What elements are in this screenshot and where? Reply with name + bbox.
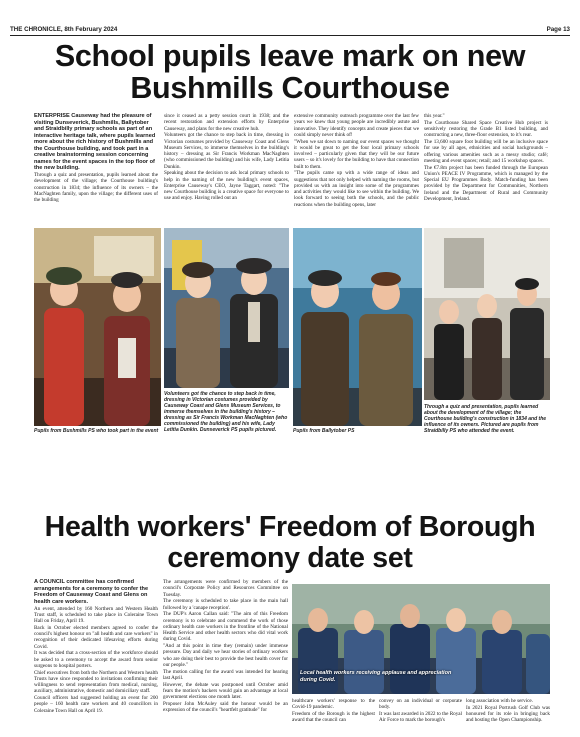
photo-dunseverick-volunteers — [164, 228, 289, 388]
article-2-para: Chief executives from both the Northern and Western health Trusts have since responded to invitations confirming their willingness to send representation from medical, nursing, auxiliary, administrative, domestic and domiciliary staff. — [34, 669, 158, 695]
article-2-para: The ceremony is scheduled to take place in the main hall followed by a 'canape reception'. — [163, 598, 288, 611]
article-2-para: It was last awarded in 2022 to the Royal Air Force to mark the borough's — [379, 711, 462, 724]
article-2-column-5 — [466, 698, 550, 737]
photo-health-workers — [292, 584, 550, 694]
article-1-para: The €7.8m project has been funded through the European Union's PEACE IV Programme, which is managed by the Special EU Programmes Body. Match-funding has been provided by the Department for Communities, Northern Ireland and the Department of Rural and Community Development, Ireland. — [424, 164, 548, 202]
caption-ballytober: Pupils from Ballytober PS — [293, 428, 355, 434]
caption-bushmills: Pupils from Bushmills PS who took part in the event — [34, 428, 159, 434]
article-1-para: this year." — [424, 113, 445, 119]
article-2-para: long association with he service. — [466, 698, 533, 704]
article-2-column-1 — [34, 579, 158, 737]
article-2-para: "And at this point in time they (remain) under immense pressure. Day and daily we hear stories of ordinary workers who are doing their best to provide the best health cover for our people." — [163, 643, 288, 668]
article-2-para: healthcare workers' response to the Covid-19 pandemic. — [292, 698, 375, 711]
article-2-para: Proposer John McAuley said the honour would be an expression of the council's "heartfelt gratitude" for — [163, 700, 288, 713]
article-1-column-4 — [424, 113, 548, 227]
caption-volunteers: Volunteers got the chance to step back in time, dressing in Victorian costumes provided by Causeway Coast and Glens Museum Services, to immerse themselves in the building's history – dressing as Sir Francis Workman MacNaghten (who commissioned the building) and his wife, Lady Letitia Dunkin. Dunseverick PS pupils pictured. — [164, 391, 288, 433]
article-2-column-2 — [163, 579, 288, 737]
article-1-lead: ENTERPRISE Causeway had the pleasure of visiting Dunseverick, Bushmills, Ballytober and Straidbilly primary schools as part of an interactive heritage talk, where pupils learned more about the rich history of Bushmills and the Courthouse building, and took part in a creative brainstorming session concerning names for the event spaces in the top floor of the new building. — [34, 113, 156, 171]
article-2-column-4 — [379, 698, 462, 737]
article-2-lead: A COUNCIL committee has confirmed arrangements for a ceremony to confer the Freedom of Causeway Coast and Glens on health care workers. — [34, 579, 149, 605]
article-1-column-1 — [34, 113, 158, 227]
article-1-para: since it ceased as a petty session court in 1938; and the recent restoration and extension efforts by Enterprise Causeway, and plans for the new creative hub. — [164, 113, 289, 132]
article-1-para: The Courthouse Shared Space Creative Hub project is sensitively restoring the Grade B1 listed building, and constructing a new, three-floor extension, to it's rear. — [424, 119, 548, 139]
article-1-para: Volunteers got the chance to step back in time, dressing in Victorian costumes provided by Causeway Coast and Glens Museum Services, to immerse themselves in the building's history – dressing as Sir Francis Workman MacNaghten (who commissioned the building) and his wife, Lady Letitia Dunkin. — [164, 132, 289, 170]
article-2-para: Freedom of the Borough is the highest award that the council can — [292, 711, 375, 724]
article-1-column-2 — [164, 113, 289, 227]
article-2-headline: Health workers' Freedom of Borough ceremony date set — [44, 511, 536, 574]
photo-ballytober-pupils — [293, 228, 422, 426]
article-2-para: In 2021 Royal Portrush Golf Club was honoured for its role in bringing back and hosting the Open Championship. — [466, 704, 550, 724]
caption-health-workers: Local health workers receiving applause and appreciation during Covid. — [300, 670, 452, 683]
page-number: Page 13 — [546, 26, 570, 33]
article-1-column-3 — [294, 113, 419, 227]
article-2-para: It was decided that a cross-section of the workforce should be asked to a ceremony to accept the award from senior surgeons to hospital porters. — [34, 650, 158, 669]
article-2-para: The arrangements were confirmed by members of the council's Corporate Policy and Resources Committee on Tuesday. — [163, 579, 288, 598]
article-2-para: The motion calling for the award was intended for hearing last April. — [163, 668, 288, 681]
article-2-para: However, the debate was postponed until October amid fears the motion's backers would gain an advantage at local government elections one month later. — [163, 681, 288, 700]
photo-straidbilly-pupils — [424, 228, 550, 400]
article-1-para: Speaking about the decision to ask local primary schools to help in the naming of the new building's event spaces, Enterprise Causeway's CEO, Jayne Taggart, noted: "The new Courthouse building is a creative space for everyone to use and enjoy. Having rolled out an — [164, 170, 289, 202]
article-2-column-3 — [292, 698, 375, 737]
page-header — [10, 26, 570, 36]
article-1-para: "The pupils came up with a wide range of ideas and suggestions that not only helped with naming the rooms, but provided us with an insight into some of the programmes and activities they would like to see within the building. We look forward to seeing both the schools, and the public reactions when the building opens, later — [294, 170, 419, 208]
publication-name: THE CHRONICLE, 8th February 2024 — [10, 26, 118, 33]
article-2-para: Council officers had suggested holding an event for 200 people – 160 health care workers and 40 councillors in Coleraine Town Hall on April 19. — [34, 695, 158, 714]
article-2-para: The DUP's Aaron Callan said: "The aim of this Freedom ceremony is to celebrate and commend the work of those ordinary health care workers in the frontline of the National Health Service and other health sectors who did vital work during Covid. — [163, 611, 288, 643]
article-2-para: convey on an individual or corporate body. — [379, 698, 462, 711]
article-1-headline: School pupils leave mark on new Bushmills Courthouse — [54, 39, 526, 105]
article-2-para: An event, attended by 160 Northern and Western Health Trust staff, is scheduled to take place in Coleraine Town Hall on Friday, April 19. — [34, 605, 158, 624]
article-2-para: Back in October elected members agreed to confer the council's highest honour on "all health and care workers" in recognition of their dedicated lifesaving efforts during Covid. — [34, 624, 158, 650]
article-1-para: The 13,600 square foot building will be an inclusive space for use by all ages, ethnicities and social backgrounds – offering various amenities such as a messy studio; café; meeting and event spaces; retail; and 15 workshop spaces. — [424, 139, 548, 164]
article-1-para: "When we sat down to naming our event spaces we thought it would be great to get the four local primary schools involved – particularly given that they will be our future users – so it's lovely for the building to have that connection built to them. — [294, 138, 419, 170]
article-1-para: extensive community outreach programme over the last few years we knew that young people are incredibly astute and innovative. They identify concepts and create pieces that we could simply never think of! — [294, 113, 419, 138]
photo-bushmills-pupils — [34, 228, 161, 426]
article-1-para: Through a quiz and presentation, pupils learned about the development of the village; the Courthouse building's construction in 1834; the influence of its owners – the MacNaghten family, upon the village; the different uses of the building — [34, 172, 158, 203]
caption-straidbilly: Through a quiz and presentation, pupils learned about the development of the village; the Courthouse building's construction in 1834 and the influence of its owners. Pictured are pupils from Straidbilly PS who attended the event. — [424, 404, 547, 434]
